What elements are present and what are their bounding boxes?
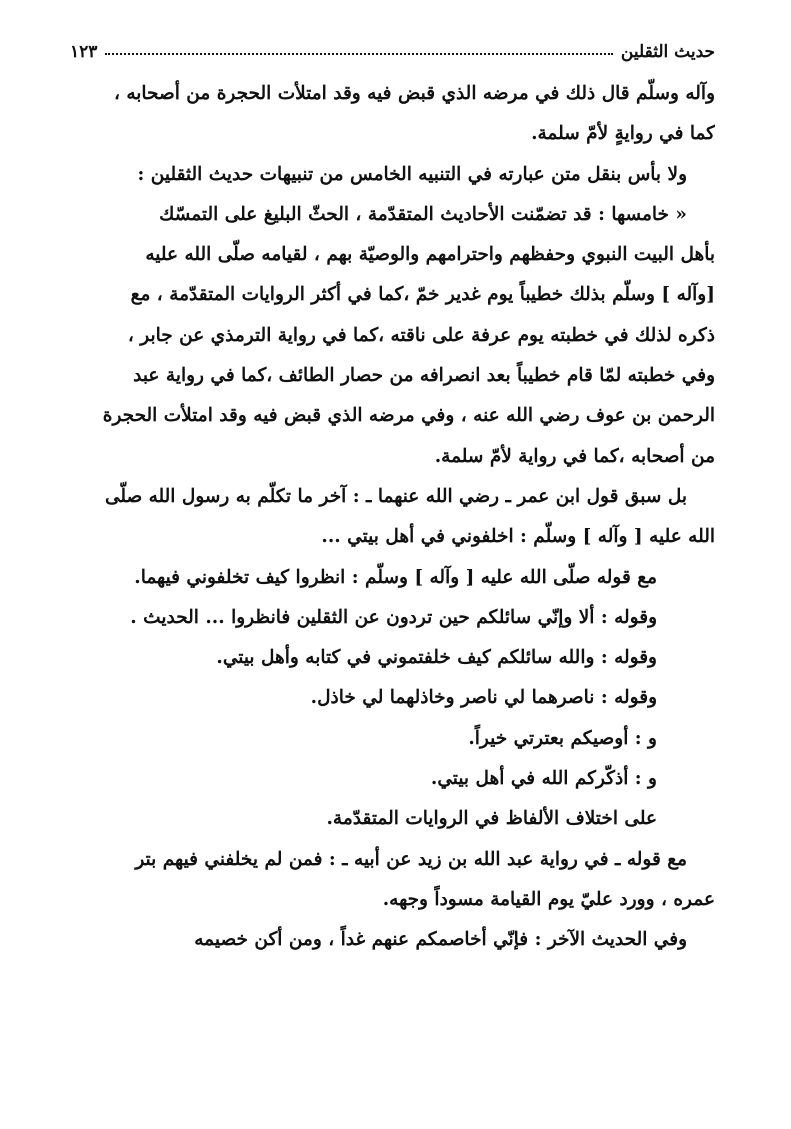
text-line: « خامسها : قد تضمّنت الأحاديث المتقدّمة ، الحثّ البليغ على التمسّك bbox=[159, 203, 687, 225]
running-head bbox=[70, 30, 715, 64]
text-line: وآله وسلّم قال ذلك في مرضه الذي قبض فيه وقد امتلأت الحجرة من أصحابه ، bbox=[113, 83, 715, 104]
text-line: كما في روايةٍ لأمّ سلمة. bbox=[531, 123, 715, 145]
text-line: وقوله : والله سائلكم كيف خلفتموني في كتابه وأهل بيتي. bbox=[216, 647, 657, 669]
text-line: الرحمن بن عوف رضي الله عنه ، وفي مرضه الذي قبض فيه وقد امتلأت الحجرة bbox=[102, 405, 715, 427]
leader-dots bbox=[105, 53, 612, 55]
text-line: عمره ، وورد عليّ يوم القيامة مسوداً وجهه. bbox=[382, 888, 715, 910]
text-line: مع قوله ـ في رواية عبد الله بن زيد عن أبيه ـ : فمن لم يخلفني فيهم بتر bbox=[135, 848, 687, 870]
text-line: مع قوله صلّى الله عليه [ وآله ] وسلّم : انظروا كيف تخلفوني فيهما. bbox=[134, 566, 657, 588]
text-line: ولا بأس بنقل متن عبارته في التنبيه الخامس من تنبيهات حديث الثقلين : bbox=[137, 163, 687, 185]
text-line: و : أذكّركم الله في أهل بيتي. bbox=[430, 768, 657, 790]
text-line: وفي الحديث الآخر : فإنّي أخاصمكم عنهم غداً ، ومن أكن خصيمه bbox=[194, 929, 687, 951]
text-line: على اختلاف الألفاظ في الروايات المتقدّمة. bbox=[326, 808, 657, 830]
running-head-title: حديث الثقلين bbox=[620, 42, 715, 62]
text-line: [وآله ] وسلّم بذلك خطيباً يوم غدير خمّ ،كما في أكثر الروايات المتقدّمة ، مع bbox=[130, 284, 715, 306]
text-line: و : أوصيكم بعترتي خيراً. bbox=[468, 727, 657, 749]
text-line: من أصحابه ،كما في رواية لأمّ سلمة. bbox=[434, 445, 715, 467]
text-line: وفي خطبته لمّا قام خطيباً بعد انصرافه من حصار الطائف ،كما في رواية عبد bbox=[133, 365, 715, 387]
text-line: ذكره لذلك في خطبته يوم عرفة على ناقته ،كما في رواية الترمذي عن جابر ، bbox=[127, 324, 715, 346]
text-line: الله عليه [ وآله ] وسلّم : اخلفوني في أهل بيتي ... bbox=[321, 526, 715, 548]
text-line: وقوله : ألا وإنّي سائلكم حين تردون عن الثقلين فانظروا ... الحديث . bbox=[130, 606, 657, 628]
text-line: بأهل البيت النبوي وحفظهم واحترامهم والوصيّة بهم ، لقيامه صلّى الله عليه bbox=[145, 244, 715, 266]
page-number: ١٢٣ bbox=[70, 42, 98, 62]
text-line: بل سبق قول ابن عمر ـ رضي الله عنهما ـ : آخر ما تكلّم به رسول الله صلّى bbox=[104, 485, 687, 507]
text-line: وقوله : ناصرهما لي ناصر وخاذلهما لي خاذل. bbox=[310, 687, 657, 709]
body-text bbox=[70, 74, 715, 961]
